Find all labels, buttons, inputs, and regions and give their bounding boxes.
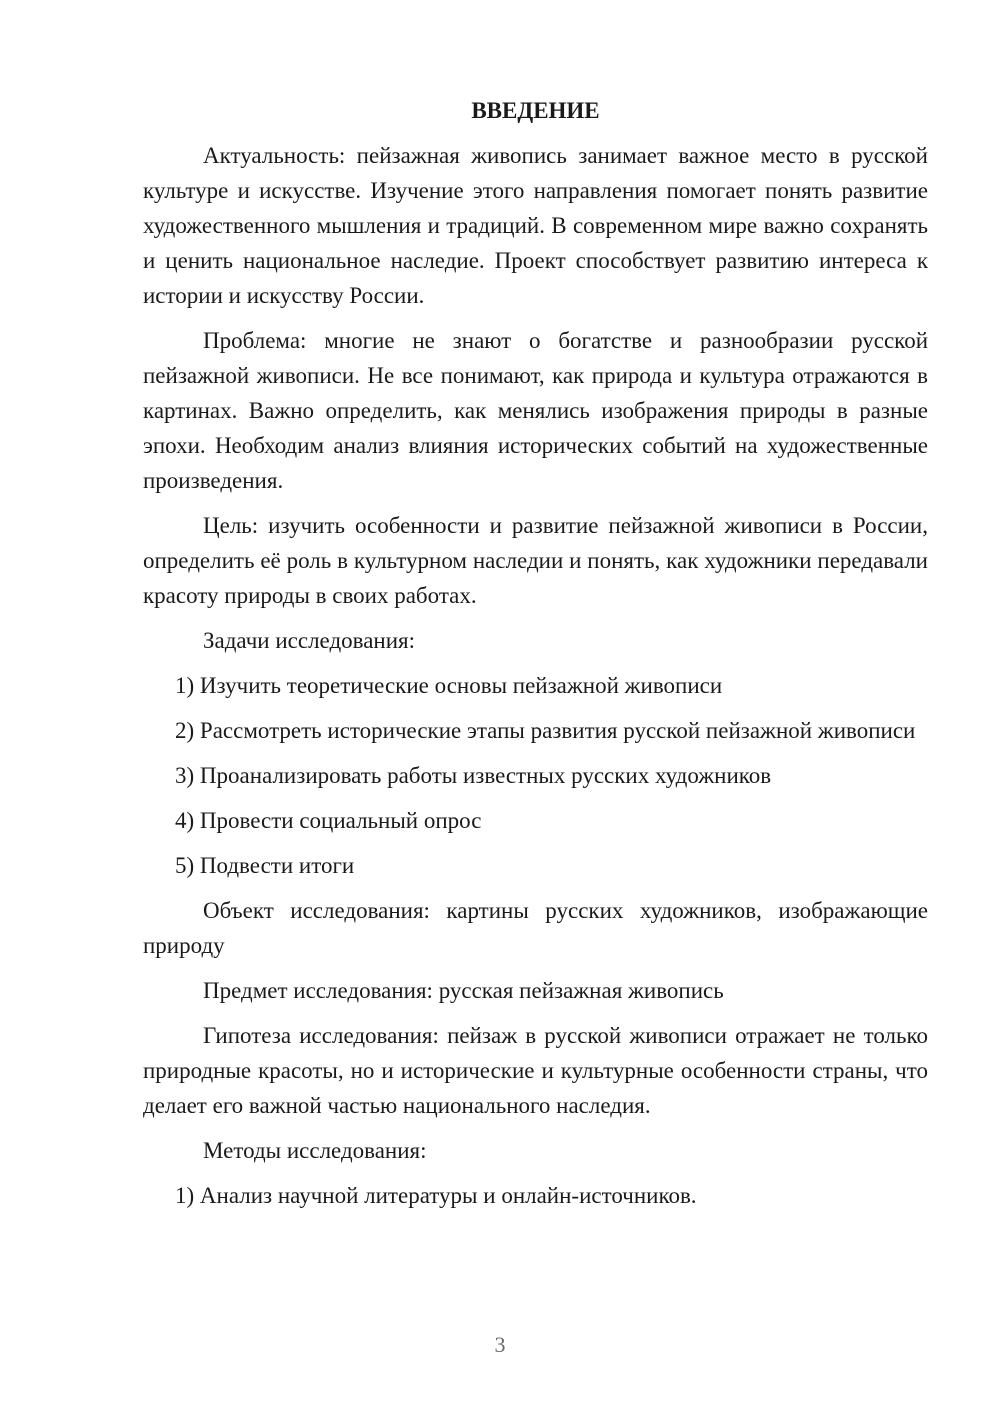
tasks-heading: Задачи исследования: (203, 628, 416, 653)
subject-paragraph: Предмет исследования: русская пейзажная живопись (203, 978, 724, 1003)
goal-paragraph: Цель: изучить особенности и развитие пейзажной живописи в России, определить её роль в культурном наследии и понять, как художники передавали красоту природы в своих работах. (143, 513, 928, 608)
task-item: 4) Провести социальный опрос (175, 808, 482, 833)
task-item: 1) Изучить теоретические основы пейзажной живописи (175, 673, 723, 698)
methods-heading: Методы исследования: (203, 1138, 427, 1163)
relevance-paragraph: Актуальность: пейзажная живопись занимает важное место в русской культуре и искусстве. Изучение этого направления помогает понять развитие художественного мышления и традиций. В современном мире важно сохранять и ценить национальное наследие. Проект способствует развитию интереса к истории и искусству России. (143, 143, 928, 308)
problem-paragraph: Проблема: многие не знают о богатстве и разнообразии русской пейзажной живописи. Не все понимают, как природа и культура отражаются в картинах. Важно определить, как менялись изображения природы в разные эпохи. Необходим анализ влияния исторических событий на художественные произведения. (143, 328, 928, 493)
method-item: 1) Анализ научной литературы и онлайн-источников. (175, 1183, 697, 1208)
task-item: 5) Подвести итоги (175, 853, 355, 878)
task-item: 3) Проанализировать работы известных русских художников (175, 763, 772, 788)
object-paragraph: Объект исследования: картины русских художников, изображающие природу (143, 898, 928, 958)
section-heading: ВВЕДЕНИЕ (471, 98, 600, 123)
hypothesis-paragraph: Гипотеза исследования: пейзаж в русской живописи отражает не только природные красоты, но и исторические и культурные особенности страны, что делает его важной частью национального наследия. (143, 1023, 928, 1118)
page-content (143, 96, 928, 1223)
task-item: 2) Рассмотреть исторические этапы развития русской пейзажной живописи (175, 718, 916, 743)
page-number: 3 (494, 1332, 506, 1357)
